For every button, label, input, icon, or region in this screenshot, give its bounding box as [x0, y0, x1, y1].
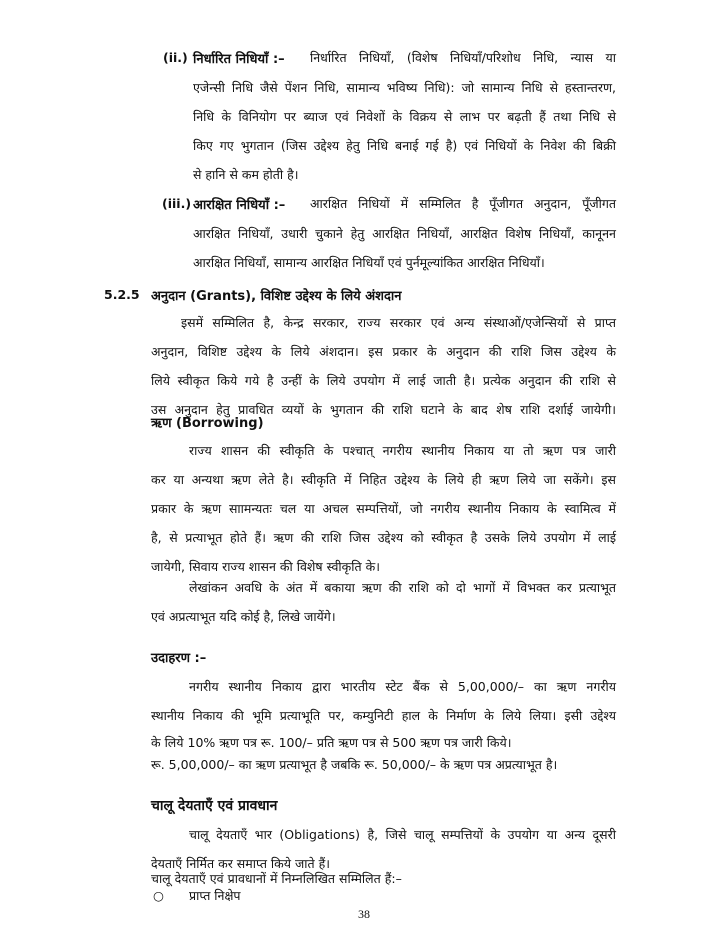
page-number: 38: [358, 907, 370, 921]
section-line-1: इसमें सम्मिलित है, केन्द्र सरकार, राज्य सरकार एवं अन्य संस्थाओं/एजेन्सियों से प्राप्त: [181, 315, 616, 330]
obligations-line-1: चालू देयताएँ भार (Obligations) है, जिसे चालू सम्पत्तियों के उपयोग या अन्य दूसरी: [189, 827, 616, 842]
item-iii-line-3: आरक्षित निधियाँ, सामान्य आरक्षित निधियाँ एवं पुर्नमूल्यांकित आरक्षित निधियाँ।: [193, 255, 545, 270]
section-line-3: लिये स्वीकृत किये गये है उन्हीं के लिये उपयोग में लाई जाती है। प्रत्येक अनुदान की राशि से: [151, 373, 616, 388]
item-ii-line-2: एजेन्सी निधि जैसे पेंशन निधि, सामान्य भविष्य निधि): जो सामान्य निधि से हस्तान्तरण,: [193, 80, 616, 95]
example-heading: उदाहरण :–: [151, 651, 207, 666]
item-ii-line-5: से हानि से कम होती है।: [193, 167, 299, 182]
obligations-heading: चालू देयताएँ एवं प्रावधान: [151, 798, 278, 814]
bullet-circle-icon: ○: [153, 888, 164, 903]
borrowing-heading: ऋण (Borrowing): [151, 416, 264, 431]
obligations-bullet-item: प्राप्त निक्षेप: [189, 888, 241, 903]
item-iii-line-2: आरक्षित निधियाँ, उधारी चुकाने हेतु आरक्षित निधियाँ, आरक्षित विशेष निधियाँ, कानूनन: [193, 226, 616, 241]
item-ii-line-4: किए गए भुगतान (जिस उद्देश्य हेतु निधि बनाई गई है) एवं निधियों के निवेश की बिक्री: [193, 138, 616, 153]
example-line-3: के लिये 10% ऋण पत्र रू. 100/– प्रति ऋण पत्र से 500 ऋण पत्र जारी किये।: [151, 735, 512, 750]
item-ii-title: निर्धारित निधियाँ :–: [193, 52, 285, 67]
borrowing-line-2: कर या अन्यथा ऋण लेते है। स्वीकृति में निहित उद्देश्य के लिये ही ऋण लिये जा सकेंगे। इस: [151, 472, 616, 487]
borrowing-line-6: लेखांकन अवधि के अंत में बकाया ऋण की राशि को दो भागों में विभक्त कर प्रत्याभूत: [189, 580, 616, 595]
borrowing-line-5: जायेगी, सिवाय राज्य शासन की विशेष स्वीकृति के।: [151, 559, 380, 574]
item-iii-label: (iii.): [162, 196, 192, 211]
section-line-2: अनुदान, विशिष्ट उद्देश्य के लिये अंशदान। इस प्रकार के अनुदान की राशि जिस उद्देश्य के: [151, 344, 616, 359]
obligations-line-2: देयताएँ निर्मित कर समाप्त किये जाते हैं।: [151, 856, 330, 871]
borrowing-line-3: प्रकार के ऋण साामन्यतः चल या अचल सम्पत्तियों, जो नगरीय स्थानीय निकाय के स्वामित्व में: [151, 501, 616, 516]
borrowing-line-1: राज्य शासन की स्वीकृति के पश्चात् नगरीय स्थानीय निकाय या तो ऋण पत्र जारी: [189, 443, 616, 458]
item-ii-line-3: निधि के विनियोग पर ब्याज एवं निवेशों के विक्रय से लाभ पर बढ़ती हैं तथा निधि से: [193, 109, 616, 124]
example-line-1: नगरीय स्थानीय निकाय द्वारा भारतीय स्टेट बैंक से 5,00,000/– का ऋण नगरीय: [189, 679, 616, 694]
item-ii-label: (ii.): [163, 50, 188, 65]
section-number: 5.2.5: [104, 287, 140, 302]
example-line-4: रू. 5,00,000/– का ऋण प्रत्याभूत है जबकि रू. 50,000/– के ऋण पत्र अप्रत्याभूत है।: [151, 757, 558, 772]
item-ii-line-1: निर्धारित निधियाँ, (विशेष निधियाँ/परिशोध निधि, न्यास या: [310, 50, 616, 65]
item-iii-line-1: आरक्षित निधियों में सम्मिलित है पूँजीगत अनुदान, पूँजीगत: [310, 196, 616, 211]
item-iii-title: आरक्षित निधियाँ :–: [193, 198, 286, 213]
obligations-line-3: चालू देयताएँ एवं प्रावधानों में निम्नलिखित सम्मिलित हैं:–: [151, 871, 402, 886]
borrowing-line-7: एवं अप्रत्याभूत यदि कोई है, लिखे जायेंगे।: [151, 609, 336, 624]
example-line-2: स्थानीय निकाय की भूमि प्रत्याभूति पर, कम्युनिटी हाल के निर्माण के लिये लिया। इसी उद्देश्य: [151, 708, 616, 723]
section-heading: अनुदान (Grants), विशिष्ट उद्देश्य के लिये अंशदान: [151, 289, 402, 304]
borrowing-line-4: है, से प्रत्याभूत होते हैं। ऋण की राशि जिस उद्देश्य को स्वीकृत है उसके लिये उपयोग में लाई: [151, 530, 616, 545]
section-line-4: उस अनुदान हेतु प्रावधित व्ययों के भुगतान की राशि घटाने के बाद शेष राशि दर्शाई जायेगी।: [151, 402, 616, 417]
